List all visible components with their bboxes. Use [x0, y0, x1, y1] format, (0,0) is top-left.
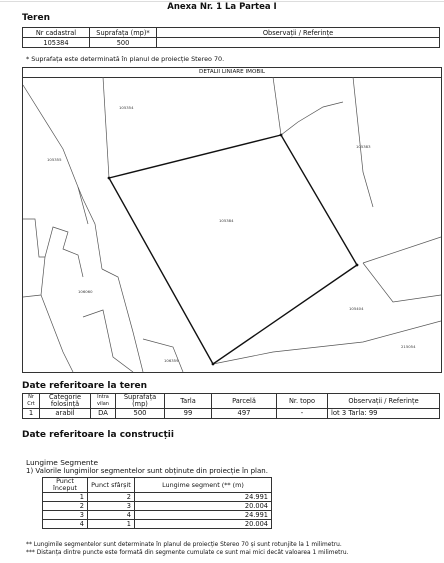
col-nr-topo: Nr. topo	[277, 394, 328, 409]
table-row	[43, 520, 272, 529]
neighbour-boundary	[23, 219, 45, 297]
vertex-point	[212, 363, 215, 366]
lungime-heading: Lungime Segmente	[26, 458, 99, 467]
parcel-label-main: 105384	[219, 218, 234, 223]
col-punct-sfarsit: Punct sfârșit	[88, 478, 135, 493]
cell-parcela: 497	[212, 409, 277, 419]
parcel-label: 215054	[401, 344, 416, 349]
table-header-row	[23, 28, 440, 38]
col-observatii: Observații / Referințe	[328, 394, 440, 409]
cell-tarla: 99	[165, 409, 212, 419]
col-nr-crt: Nr Crt	[23, 394, 40, 409]
cell-length: 24.991	[135, 511, 272, 520]
date-constructii-heading: Date referitoare la construcții	[22, 430, 174, 440]
cell-end: 3	[88, 502, 135, 511]
cell-start: 2	[43, 502, 88, 511]
teren-note: * Suprafața este determinată în planul de proiecție Stereo 70.	[26, 55, 225, 63]
neighbour-boundary	[353, 77, 373, 207]
cell-categorie: arabil	[40, 409, 91, 419]
cell-end: 2	[88, 493, 135, 502]
cell-suprafata: 500	[90, 38, 157, 48]
parcel-label: 105354	[119, 105, 134, 110]
parcel-label: 106060	[78, 289, 93, 294]
lungime-table	[42, 477, 272, 529]
date-teren-heading: Date referitoare la teren	[22, 381, 148, 391]
vertex-point	[356, 264, 359, 267]
cell-length: 24.991	[135, 493, 272, 502]
col-suprafata: Suprafața (mp)	[116, 394, 165, 409]
cell-nr-topo: -	[277, 409, 328, 419]
cell-start: 4	[43, 520, 88, 529]
cell-observatii: lot 3 Tarla: 99	[328, 409, 440, 419]
parcel-map	[23, 77, 441, 372]
col-parcela: Parcelă	[212, 394, 277, 409]
col-categorie: Categorie folosință	[40, 394, 91, 409]
neighbour-boundary	[213, 321, 441, 364]
col-punct-inceput: Punct început	[43, 478, 88, 493]
neighbour-boundary	[143, 339, 183, 372]
cell-end: 1	[88, 520, 135, 529]
neighbour-boundary	[23, 85, 88, 224]
cell-nr-crt: 1	[23, 409, 40, 419]
col-observatii: Observații / Referințe	[157, 28, 440, 38]
table-row	[23, 409, 440, 419]
vertex-point	[280, 134, 283, 137]
neighbour-boundary	[103, 77, 109, 178]
table-row	[23, 38, 440, 48]
table-header-row	[43, 478, 272, 493]
neighbour-boundary	[273, 77, 281, 135]
lungime-note-1: ** Lungimile segmentelor sunt determinate în planul de proiecție Stereo 70 și sunt rotunjite la 1 milimetru.	[26, 542, 342, 548]
table-row	[43, 511, 272, 520]
teren-table	[22, 27, 440, 48]
neighbour-boundary	[281, 102, 343, 135]
parcel-label: 105404	[349, 306, 364, 311]
cell-length: 20.004	[135, 520, 272, 529]
cell-intravilan: DA	[91, 409, 116, 419]
date-teren-table	[22, 393, 440, 419]
neighbour-boundary	[41, 295, 73, 372]
table-row	[43, 502, 272, 511]
lungime-note-2: *** Distanța dintre puncte este formată din segmente cumulate ce sunt mai mici decât valoarea 1 milimetru.	[26, 550, 349, 556]
col-tarla: Tarla	[165, 394, 212, 409]
cell-end: 4	[88, 511, 135, 520]
cell-nr-cadastral: 105384	[23, 38, 90, 48]
cell-length: 20.004	[135, 502, 272, 511]
main-parcel-outline	[109, 135, 357, 364]
vertex-point	[108, 177, 111, 180]
cell-observatii	[157, 38, 440, 48]
neighbour-boundary	[102, 269, 143, 372]
col-lungime-segment: Lungime segment (** (m)	[135, 478, 272, 493]
map-panel	[22, 67, 442, 373]
parcel-label: 106359	[164, 358, 179, 363]
cell-start: 3	[43, 511, 88, 520]
cell-start: 1	[43, 493, 88, 502]
cell-suprafata: 500	[116, 409, 165, 419]
parcel-label: 105383	[356, 144, 371, 149]
col-suprafata: Suprafața (mp)*	[90, 28, 157, 38]
neighbour-boundary	[83, 310, 133, 372]
neighbour-boundary	[363, 237, 441, 263]
col-nr-cadastral: Nr cadastral	[23, 28, 90, 38]
map-heading: DETALII LINIARE IMOBIL	[23, 68, 441, 78]
document-title: Anexa Nr. 1 La Partea I	[167, 2, 277, 12]
parcel-label: 105355	[47, 157, 62, 162]
neighbour-boundary	[363, 263, 441, 302]
table-header-row	[23, 394, 440, 409]
neighbour-boundary	[45, 227, 83, 277]
teren-heading: Teren	[22, 13, 50, 23]
lungime-subheading: 1) Valorile lungimilor segmentelor sunt obținute din proiecție în plan.	[26, 467, 268, 475]
col-intravilan: Intra vilan	[91, 394, 116, 409]
table-row	[43, 493, 272, 502]
